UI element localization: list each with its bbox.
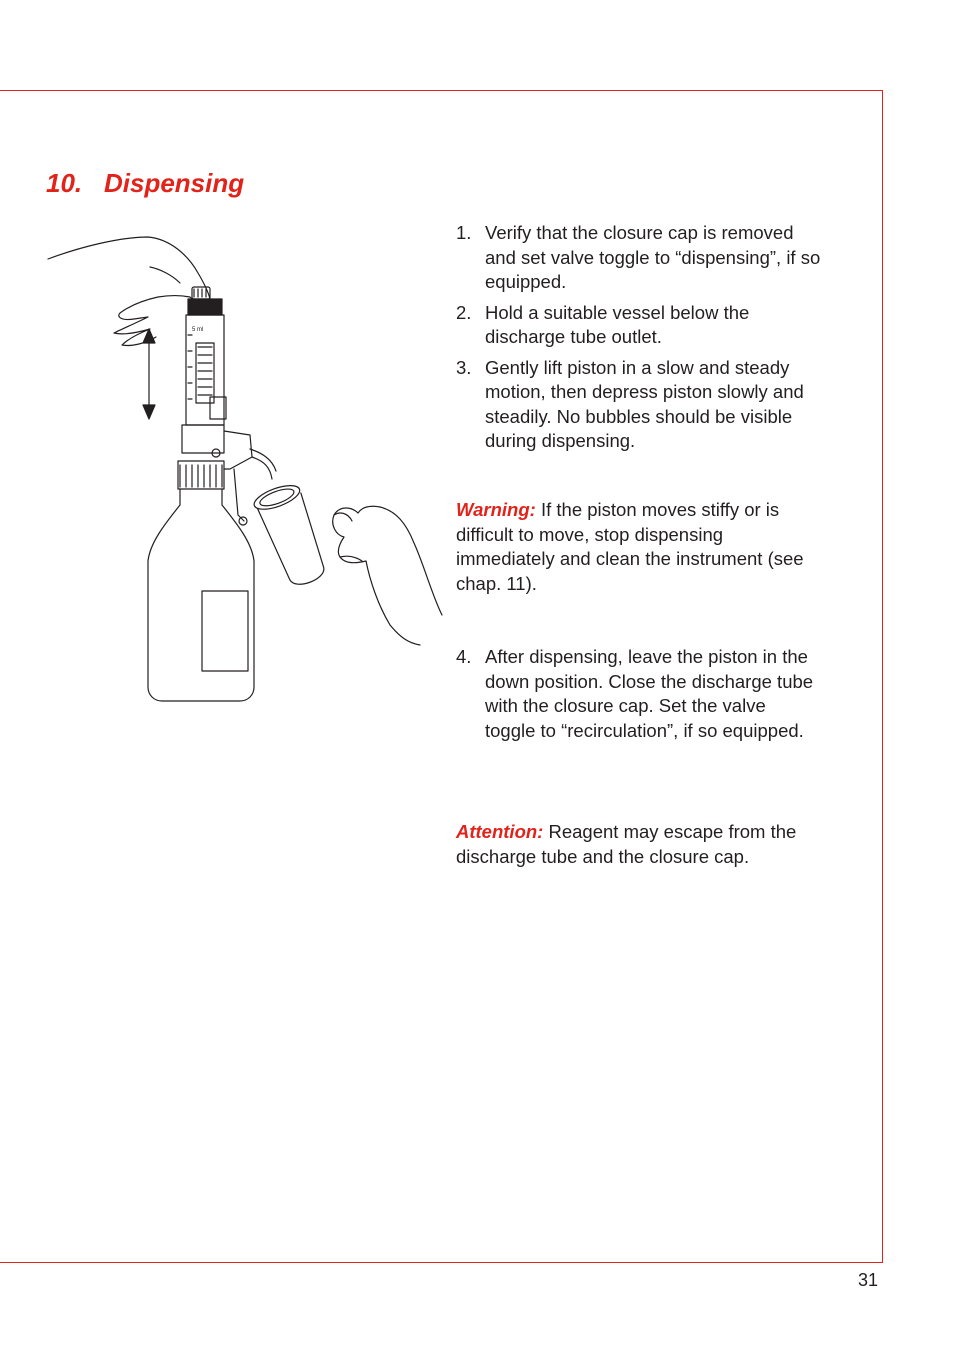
dispensing-illustration xyxy=(40,225,450,715)
section-title-text: Dispensing xyxy=(104,168,245,198)
reagent-bottle xyxy=(148,489,254,701)
piston-knob xyxy=(192,287,210,299)
step-number: 1. xyxy=(456,222,472,243)
valve-toggle xyxy=(234,469,244,521)
attention-text: Reagent may escape from the discharge tube and the closure cap. xyxy=(456,821,797,867)
step-number: 3. xyxy=(456,356,472,378)
top-border-rule xyxy=(0,90,883,91)
step-number: 4. xyxy=(456,646,472,667)
section-title xyxy=(46,168,244,199)
list-item xyxy=(456,645,816,743)
attention-label: Attention: xyxy=(456,821,544,842)
step-number: 2. xyxy=(456,301,472,323)
step-text: Hold a suitable vessel below the discharge tube outlet. xyxy=(485,301,750,347)
discharge-tube xyxy=(250,449,276,471)
section-number: 10. xyxy=(46,168,83,198)
attention-note xyxy=(456,820,836,869)
step-text: Verify that the closure cap is removed and set valve toggle to “dispensing”, if so equipped. xyxy=(485,222,821,292)
bottle-label xyxy=(202,591,248,671)
list-item xyxy=(456,356,826,454)
lower-hand xyxy=(333,506,442,645)
scale-label: 5 ml xyxy=(192,327,204,333)
list-item xyxy=(456,221,826,295)
warning-text: If the piston moves stiffy or is difficult to move, stop dispensing immediately and clean the instrument (see chap. 11). xyxy=(456,499,804,594)
warning-note xyxy=(456,498,816,596)
steps-list-continued xyxy=(456,645,816,749)
receiving-vessel xyxy=(251,481,330,591)
list-item xyxy=(456,301,826,350)
bottle-cap xyxy=(178,461,224,489)
step-text: After dispensing, leave the piston in the down position. Close the discharge tube with the closure cap. Set the valve toggle to “recirculation”, if so equipped. xyxy=(485,646,814,741)
right-border-rule xyxy=(882,90,883,1262)
step-text: Gently lift piston in a slow and steady motion, then depress piston slowly and steadily. No bubbles should be visible during dispensing. xyxy=(485,356,804,451)
page-number: 31 xyxy=(858,1270,879,1290)
instructions xyxy=(456,221,826,460)
steps-list xyxy=(456,221,826,454)
bottom-border-rule xyxy=(0,1262,883,1263)
warning-label: Warning: xyxy=(456,499,536,520)
